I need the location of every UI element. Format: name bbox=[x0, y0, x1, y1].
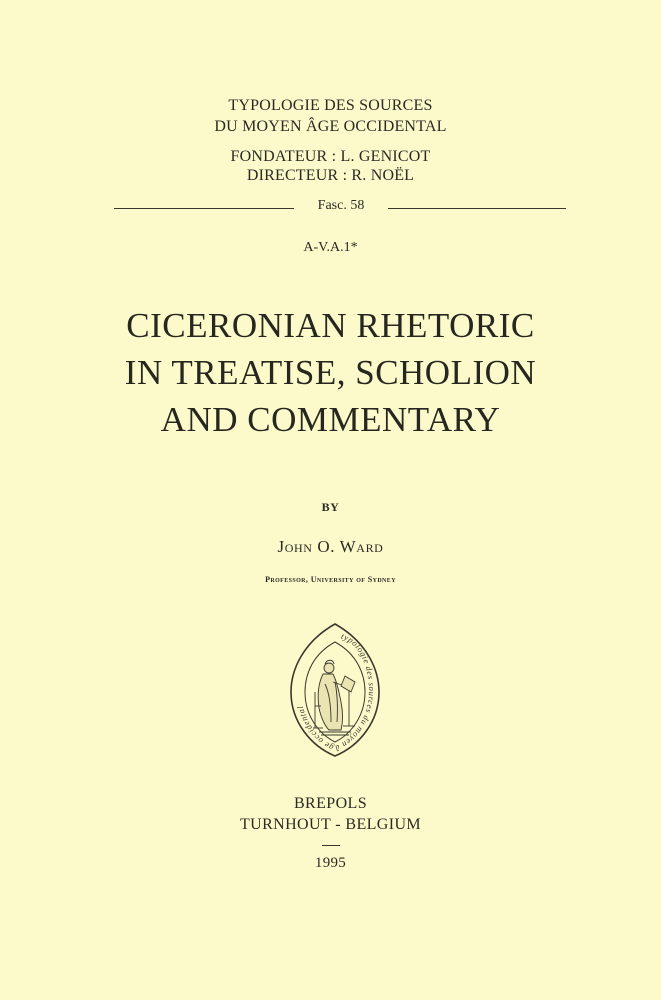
series-director: DIRECTEUR : R. NOËL bbox=[246, 167, 415, 184]
imprint-rule bbox=[322, 845, 340, 846]
fascicle-row bbox=[0, 198, 661, 218]
author-affiliation: Professor, University of Sydney bbox=[265, 575, 396, 584]
seal-emblem-icon bbox=[289, 622, 381, 758]
series-founder: FONDATEUR : L. GENICOT bbox=[230, 148, 431, 165]
publisher-name: BREPOLS bbox=[293, 795, 368, 812]
series-title-line-2: DU MOYEN ÂGE OCCIDENTAL bbox=[214, 118, 447, 135]
author-name: John O. Ward bbox=[277, 537, 384, 556]
series-title-line-1: TYPOLOGIE DES SOURCES bbox=[228, 97, 433, 114]
publication-year: 1995 bbox=[314, 855, 347, 871]
fascicle-number: Fasc. 58 bbox=[317, 198, 365, 213]
book-title-line-1: CICERONIAN RHETORIC bbox=[126, 306, 535, 345]
publisher-place: TURNHOUT - BELGIUM bbox=[239, 816, 422, 833]
by-label: BY bbox=[321, 500, 340, 514]
book-title-line-2: IN TREATISE, SCHOLION bbox=[124, 353, 537, 392]
series-code: A-V.A.1* bbox=[303, 240, 358, 255]
seal-legend: typologie des sources du moyen âge occidental bbox=[294, 630, 378, 754]
fascicle-rule-right bbox=[388, 208, 566, 209]
book-title-line-3: AND COMMENTARY bbox=[160, 400, 501, 439]
fascicle-rule-left bbox=[114, 208, 294, 209]
